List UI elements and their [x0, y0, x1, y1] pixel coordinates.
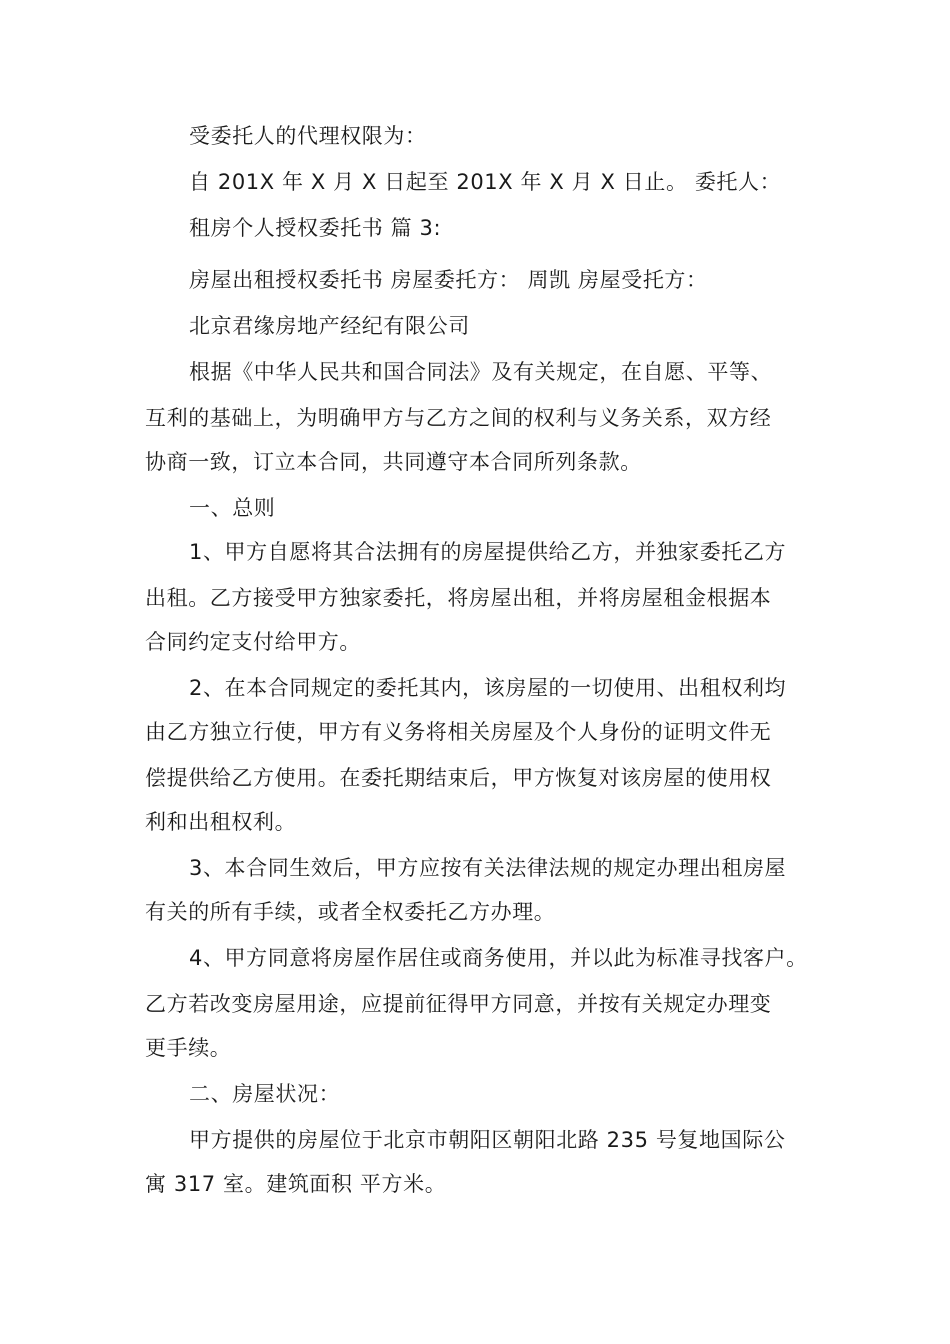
paragraph-line: 互利的基础上，为明确甲方与乙方之间的权利与义务关系，双方经	[145, 406, 772, 430]
paragraph-line: 出租。乙方接受甲方独家委托，将房屋出租，并将房屋租金根据本	[145, 586, 772, 610]
section-heading: 一、总则	[189, 496, 276, 520]
paragraph-line: 1、甲方自愿将其合法拥有的房屋提供给乙方，并独家委托乙方	[189, 540, 787, 564]
paragraph-line: 甲方提供的房屋位于北京市朝阳区朝阳北路 235 号复地国际公	[189, 1128, 786, 1152]
paragraph-line: 更手续。	[145, 1036, 232, 1060]
paragraph-line: 2、在本合同规定的委托其内，该房屋的一切使用、出租权利均	[189, 676, 787, 700]
paragraph-line: 有关的所有手续，或者全权委托乙方办理。	[145, 900, 556, 924]
paragraph-line: 协商一致，订立本合同，共同遵守本合同所列条款。	[145, 450, 642, 474]
paragraph-line: 由乙方独立行使，甲方有义务将相关房屋及个人身份的证明文件无	[145, 720, 772, 744]
paragraph-line: 利和出租权利。	[145, 810, 297, 834]
paragraph-line: 合同约定支付给甲方。	[145, 630, 361, 654]
text-line: 房屋出租授权委托书 房屋委托方： 周凯 房屋受托方：	[189, 268, 708, 292]
text-line: 北京君缘房地产经纪有限公司	[189, 314, 470, 338]
text-line: 租房个人授权委托书 篇 3:	[189, 216, 442, 240]
paragraph-line: 4、甲方同意将房屋作居住或商务使用，并以此为标准寻找客户。	[189, 946, 808, 970]
paragraph-line: 乙方若改变房屋用途，应提前征得甲方同意，并按有关规定办理变	[145, 992, 772, 1016]
text-line: 自 201X 年 X 月 X 日起至 201X 年 X 月 X 日止。 委托人：	[189, 170, 782, 194]
paragraph-line: 根据《中华人民共和国合同法》及有关规定，在自愿、平等、	[189, 360, 773, 384]
paragraph-line: 3、本合同生效后，甲方应按有关法律法规的规定办理出租房屋	[189, 856, 787, 880]
paragraph-line: 寓 317 室。建筑面积 平方米。	[145, 1172, 447, 1196]
text-line: 受委托人的代理权限为：	[189, 124, 427, 148]
paragraph-line: 偿提供给乙方使用。在委托期结束后，甲方恢复对该房屋的使用权	[145, 766, 772, 790]
section-heading: 二、房屋状况：	[189, 1082, 341, 1106]
